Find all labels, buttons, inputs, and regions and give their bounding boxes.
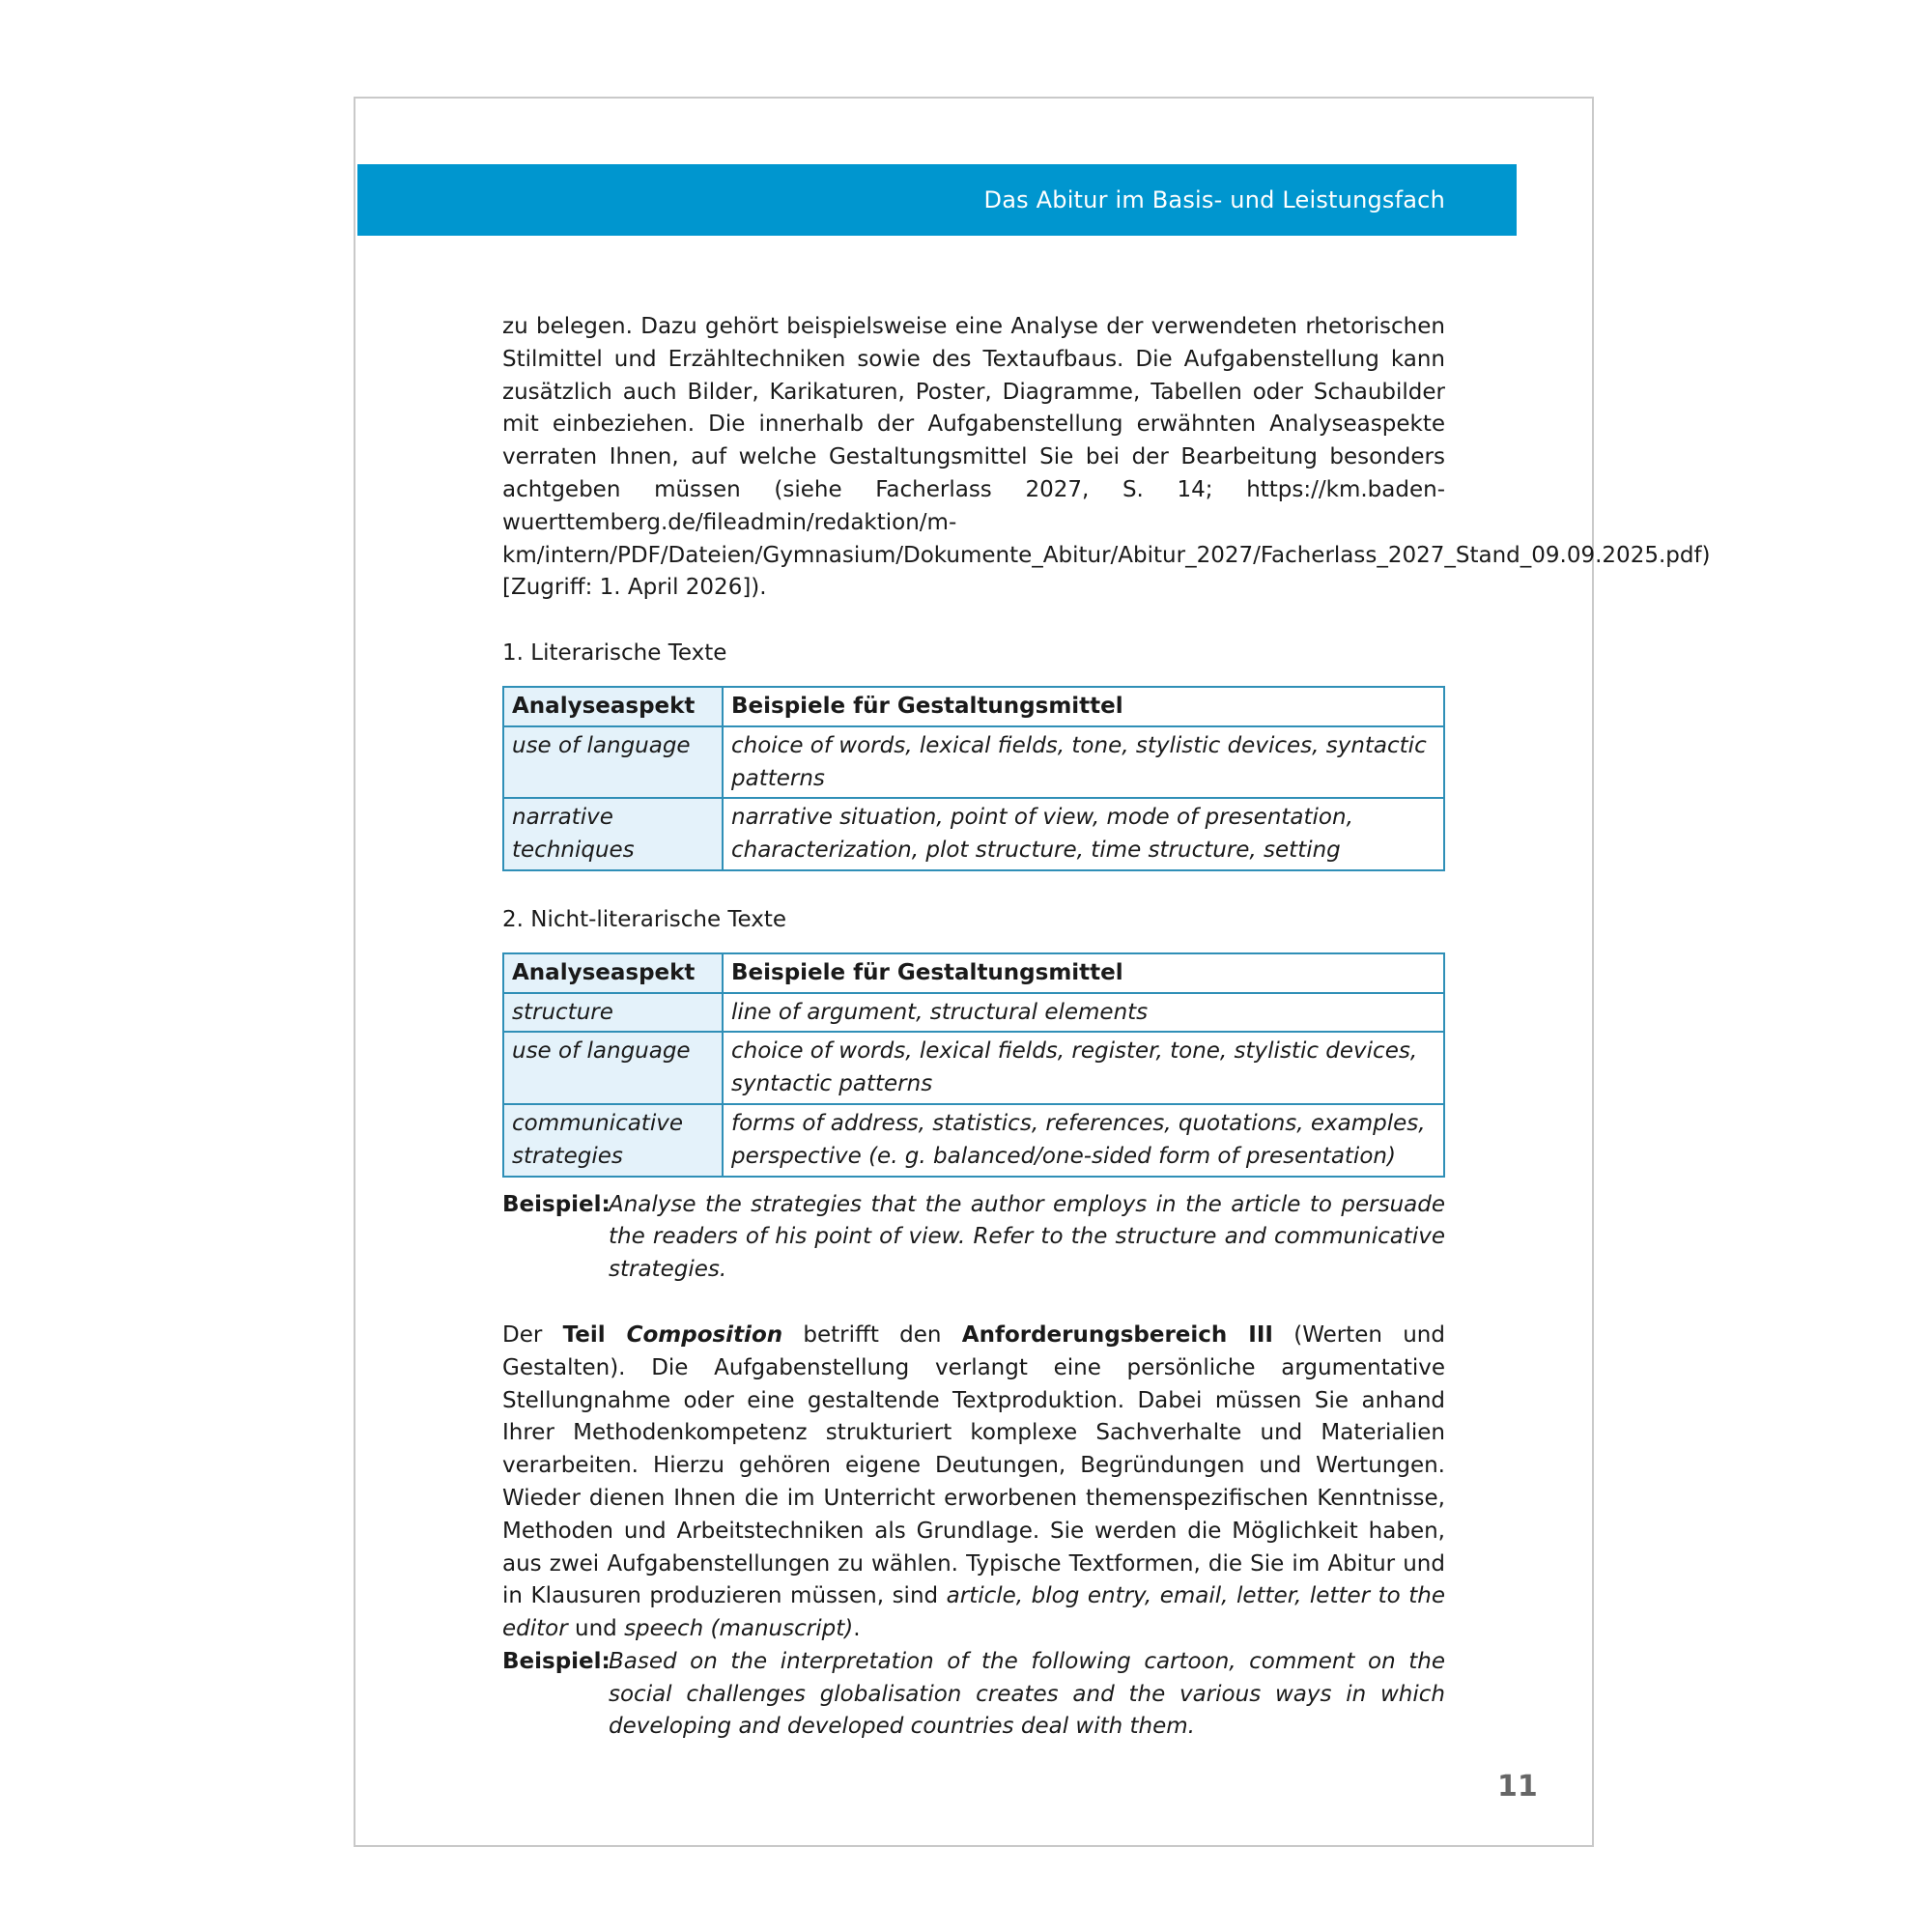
table-row [503, 1104, 1444, 1177]
text-run-bold: Teil [562, 1321, 627, 1348]
table-header-examples: Beispiele für Gestaltungsmittel [723, 687, 1444, 726]
table-cell-aspect: use of language [503, 1032, 723, 1104]
example-label: Beispiel: [502, 1648, 611, 1674]
analysis-table-nonliterary [502, 952, 1445, 1178]
table-cell-examples: choice of words, lexical fields, register, tone, stylistic devices, syntactic patterns [723, 1032, 1444, 1104]
table-cell-aspect: use of language [503, 726, 723, 799]
text-run: und [567, 1616, 625, 1642]
text-run-bold-italic: Composition [626, 1321, 783, 1348]
table-cell-aspect: structure [503, 993, 723, 1033]
table-header-row [503, 953, 1444, 993]
text-run: betrifft den [782, 1321, 962, 1348]
table-row [503, 798, 1444, 870]
text-run: (Werten und Gestalten). Die Aufgabenstellung verlangt eine persönliche argumentative Stellungnahme oder eine gestaltende Textproduktion. Dabei müssen Sie anhand Ihrer Methodenkompetenz strukturiert komplexe Sachverhalte und Materialien verarbeiten. Hierzu gehören eigene Deutungen, Begründungen und Wertungen. Wieder dienen Ihnen die im Unterricht erworbenen themenspezifischen Kenntnisse, Methoden und Arbeitstechniken als Grundlage. Sie werden die Möglichkeit haben, aus zwei Aufgabenstellungen zu wählen. Typische Textformen, die Sie im Abitur und in Klausuren produzieren müssen, sind [502, 1321, 1445, 1609]
chapter-header-bar [357, 164, 1517, 236]
example-composition [502, 1646, 1445, 1744]
table-header-row [503, 687, 1444, 726]
table-row [503, 993, 1444, 1033]
page-number: 11 [1497, 1770, 1538, 1804]
section-heading-literary: 1. Literarische Texte [502, 640, 727, 667]
intro-paragraph: zu belegen. Dazu gehört beispielsweise eine Analyse der verwendeten rhetorischen Stilmittel und Erzähltechniken sowie des Textaufbaus. Die Aufgabenstellung kann zusätzlich auch Bilder, Karikaturen, Poster, Diagramme, Tabellen oder Schaubilder mit einbeziehen. Die innerhalb der Aufgabenstellung erwähnten Analyseaspekte verraten Ihnen, auf welche Gestaltungsmittel Sie bei der Bearbeitung besonders achtgeben müssen (siehe Facherlass 2027, S. 14; https://km.baden-wuerttemberg.de/fileadmin/redaktion/m-km/intern/PDF/Dateien/Gymnasium/Dokumente_Abitur/Abitur_2027/Facherlass_2027_Stand_09.09.2025.pdf) [Zugriff: 1. April 2026]). [502, 314, 1711, 601]
example-label: Beispiel: [502, 1191, 611, 1217]
table-cell-examples: forms of address, statistics, references, quotations, examples, perspective (e. g. balanced/one-sided form of presentation) [723, 1104, 1444, 1177]
table-cell-aspect: communicative strategies [503, 1104, 723, 1177]
example-text: Based on the interpretation of the following cartoon, comment on the social challenges globalisation creates and the various ways in which developing and developed countries deal with them. [609, 1648, 1445, 1740]
text-run-italic: article, blog entry, email, letter, letter to the editor [502, 1583, 1445, 1642]
text-run-italic: speech (manuscript) [624, 1616, 854, 1642]
table-row [503, 726, 1444, 799]
table-cell-examples: line of argument, structural elements [723, 993, 1444, 1033]
text-run: . [853, 1616, 861, 1642]
table-row [503, 1032, 1444, 1104]
chapter-title: Das Abitur im Basis- und Leistungsfach [983, 186, 1445, 213]
page-content [502, 311, 1711, 1744]
text-run: Der [502, 1321, 563, 1348]
example-analysis [502, 1189, 1445, 1287]
section-heading-nonliterary: 2. Nicht-literarische Texte [502, 906, 787, 932]
table-cell-examples: narrative situation, point of view, mode of presentation, characterization, plot structure, time structure, setting [723, 798, 1444, 870]
analysis-table-literary [502, 686, 1445, 871]
table-cell-examples: choice of words, lexical fields, tone, stylistic devices, syntactic patterns [723, 726, 1444, 799]
table-header-aspect: Analyseaspekt [503, 953, 723, 993]
text-run-bold: Anforderungsbereich III [961, 1321, 1273, 1348]
table-cell-aspect: narrative techniques [503, 798, 723, 870]
example-text: Analyse the strategies that the author employs in the article to persuade the readers of his point of view. Refer to the structure and communicative strategies. [609, 1191, 1445, 1283]
composition-paragraph [502, 1320, 1445, 1646]
table-header-examples: Beispiele für Gestaltungsmittel [723, 953, 1444, 993]
table-header-aspect: Analyseaspekt [503, 687, 723, 726]
